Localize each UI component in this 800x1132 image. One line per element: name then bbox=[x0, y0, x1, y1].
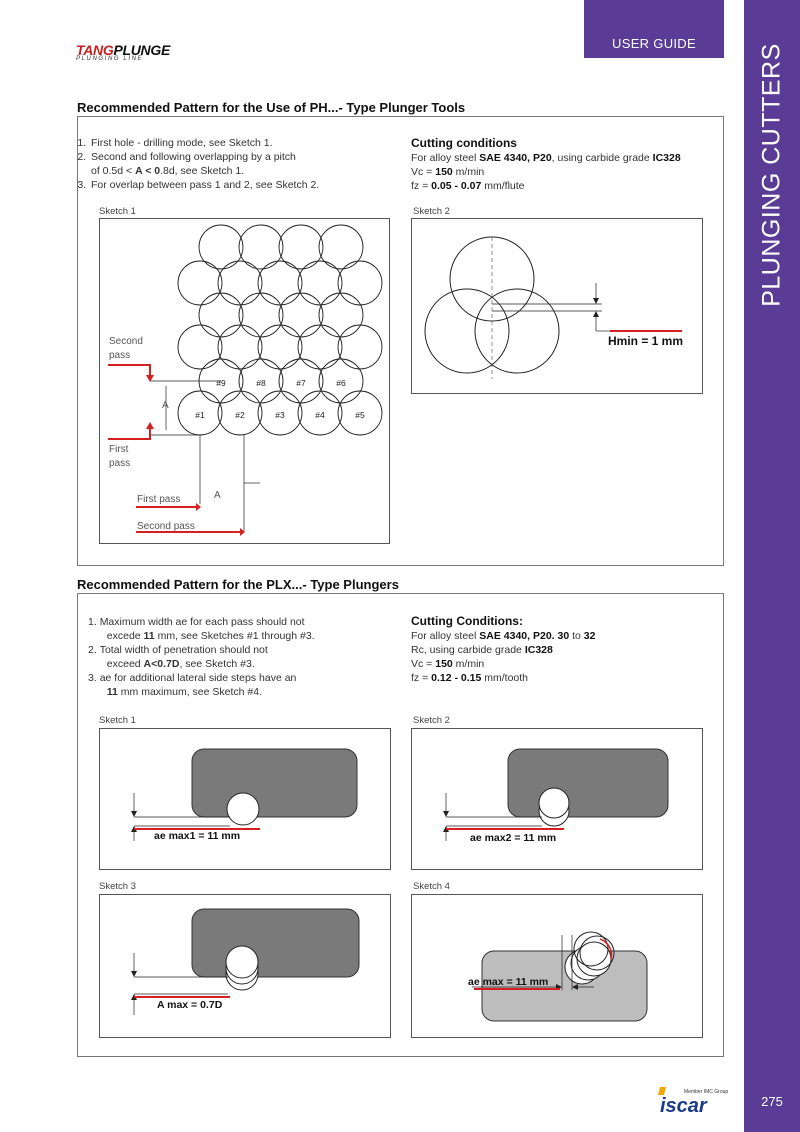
hmin-arrow-top bbox=[593, 298, 599, 304]
amax-label: A max = 0.7D bbox=[157, 999, 223, 1011]
s1-sketch1-caption: Sketch 1 bbox=[99, 206, 136, 217]
s2-conditions-heading: Cutting Conditions: bbox=[411, 614, 523, 628]
amax-arrow-top bbox=[131, 971, 137, 977]
conditions-line3: fz = 0.05 - 0.07 mm/flute bbox=[411, 180, 525, 192]
s2-conditions-line2: Rc, using carbide grade IC328 bbox=[411, 644, 553, 656]
iscar-wordmark: iscar bbox=[660, 1095, 707, 1115]
s1-sketch2-svg bbox=[412, 219, 702, 393]
label-a-horizontal: A bbox=[214, 490, 221, 501]
section2-title: Recommended Pattern for the PLX...- Type Plungers bbox=[77, 577, 399, 592]
label-second-pass-2: pass bbox=[109, 350, 131, 361]
logo-brand-b: PLUNGE bbox=[113, 42, 170, 58]
s2-instruction-1: 1. Maximum width ae for each pass should not excede 11 mm, see Sketches #1 through #3. bbox=[88, 616, 315, 642]
s1-sketch1-svg bbox=[100, 219, 389, 543]
arrow-heads bbox=[146, 375, 245, 536]
cutter bbox=[227, 793, 259, 825]
hole-2: #2 bbox=[235, 410, 245, 420]
ae-arrow-top bbox=[131, 811, 137, 817]
label-bottom-first-pass: First pass bbox=[137, 494, 181, 505]
cutter-pass-1 bbox=[226, 946, 258, 978]
iscar-logo-svg bbox=[658, 1085, 738, 1115]
ae-max-lateral-label: ae max = 11 mm bbox=[468, 976, 549, 988]
label-a-vertical: A bbox=[162, 400, 169, 411]
hole-1: #1 bbox=[195, 410, 205, 420]
s2-sketch4-caption: Sketch 4 bbox=[413, 881, 450, 892]
label-second-pass: Second bbox=[109, 336, 143, 347]
hole-5: #5 bbox=[355, 410, 365, 420]
section1-instructions bbox=[67, 136, 397, 192]
s2-sketch2 bbox=[411, 728, 703, 870]
s2-instruction-3: 3. ae for additional lateral side steps have an 11 mm maximum, see Sketch #4. bbox=[88, 672, 297, 698]
ae-max1-label: ae max1 = 11 mm bbox=[154, 830, 241, 842]
section2-conditions bbox=[411, 613, 595, 685]
s1-sketch2 bbox=[411, 218, 703, 394]
hmin-label: Hmin = 1 mm bbox=[608, 334, 684, 348]
section2-instructions bbox=[88, 615, 398, 699]
s2-conditions-line4: fz = 0.12 - 0.15 mm/tooth bbox=[411, 672, 529, 684]
s2-conditions-line1: For alloy steel SAE 4340, P20. 30 to 32 bbox=[411, 630, 596, 642]
instruction-2d: .8d, see Sketch 1. bbox=[160, 165, 245, 177]
tangplunge-logo bbox=[76, 42, 170, 62]
conditions-line2: Vc = 150 m/min bbox=[411, 166, 485, 178]
conditions-heading: Cutting conditions bbox=[411, 136, 517, 150]
hole-numbers bbox=[195, 378, 365, 420]
hole-9: #9 bbox=[216, 378, 226, 388]
s2-sketch4-svg bbox=[412, 895, 702, 1037]
s2-conditions-line3: Vc = 150 m/min bbox=[411, 658, 485, 670]
instruction-2a: Second and following overlapping by a pitch bbox=[91, 151, 296, 163]
label-first-pass-2: pass bbox=[109, 458, 131, 469]
s2-sketch4 bbox=[411, 894, 703, 1038]
hole-6: #6 bbox=[336, 378, 346, 388]
logo-tagline: PLUNGING LINE bbox=[76, 56, 144, 62]
s2-instruction-2: 2. Total width of penetration should not exceed A<0.7D, see Sketch #3. bbox=[88, 644, 268, 670]
s2-sketch3-svg bbox=[100, 895, 390, 1037]
s2-sketch3 bbox=[99, 894, 391, 1038]
s1-sketch2-caption: Sketch 2 bbox=[413, 206, 450, 217]
instruction-2b: of 0.5d < bbox=[91, 165, 136, 177]
label-first-pass: First bbox=[109, 444, 129, 455]
ae2-arrow-top bbox=[443, 811, 449, 817]
hole-3: #3 bbox=[275, 410, 285, 420]
cutter-pass-1 bbox=[539, 788, 569, 818]
s1-sketch1 bbox=[99, 218, 390, 544]
section1-conditions bbox=[411, 135, 681, 193]
hole-7: #7 bbox=[296, 378, 306, 388]
s2-sketch1-svg bbox=[100, 729, 390, 869]
workpiece bbox=[192, 909, 359, 977]
instruction-1: 1. First hole - drilling mode, see Sketch 1. bbox=[89, 136, 397, 150]
hmin-arrow-bottom bbox=[593, 311, 599, 317]
instruction-2 bbox=[89, 150, 397, 178]
s2-sketch2-svg bbox=[412, 729, 702, 869]
workpiece bbox=[508, 749, 668, 817]
section-vertical-label: PLUNGING CUTTERS bbox=[757, 43, 786, 307]
circle-grid bbox=[178, 225, 382, 435]
workpiece bbox=[192, 749, 357, 817]
user-guide-tab bbox=[584, 0, 724, 58]
hole-8: #8 bbox=[256, 378, 266, 388]
page-number: 275 bbox=[761, 1094, 783, 1109]
s2-sketch2-caption: Sketch 2 bbox=[413, 715, 450, 726]
hole-4: #4 bbox=[315, 410, 325, 420]
section1-title: Recommended Pattern for the Use of PH...- Type Plunger Tools bbox=[77, 100, 466, 115]
ae-max2-label: ae max2 = 11 mm bbox=[470, 832, 557, 844]
s2-sketch3-caption: Sketch 3 bbox=[99, 881, 136, 892]
logo-brand-a: TANG bbox=[76, 42, 114, 58]
instruction-2c: A < 0 bbox=[135, 165, 161, 177]
s2-sketch1 bbox=[99, 728, 391, 870]
vertical-section-title bbox=[744, 40, 800, 310]
member-imc-label: Member IMC Group bbox=[684, 1089, 729, 1095]
iscar-flag-icon bbox=[658, 1087, 666, 1095]
s2-sketch1-caption: Sketch 1 bbox=[99, 715, 136, 726]
iscar-logo bbox=[658, 1085, 738, 1120]
instruction-3: 3. For overlap between pass 1 and 2, see Sketch 2. bbox=[89, 178, 397, 192]
user-guide-label: USER GUIDE bbox=[612, 36, 696, 51]
label-bottom-second-pass: Second pass bbox=[137, 521, 195, 532]
conditions-line1: For alloy steel SAE 4340, P20, using carbide grade IC328 bbox=[411, 152, 681, 164]
